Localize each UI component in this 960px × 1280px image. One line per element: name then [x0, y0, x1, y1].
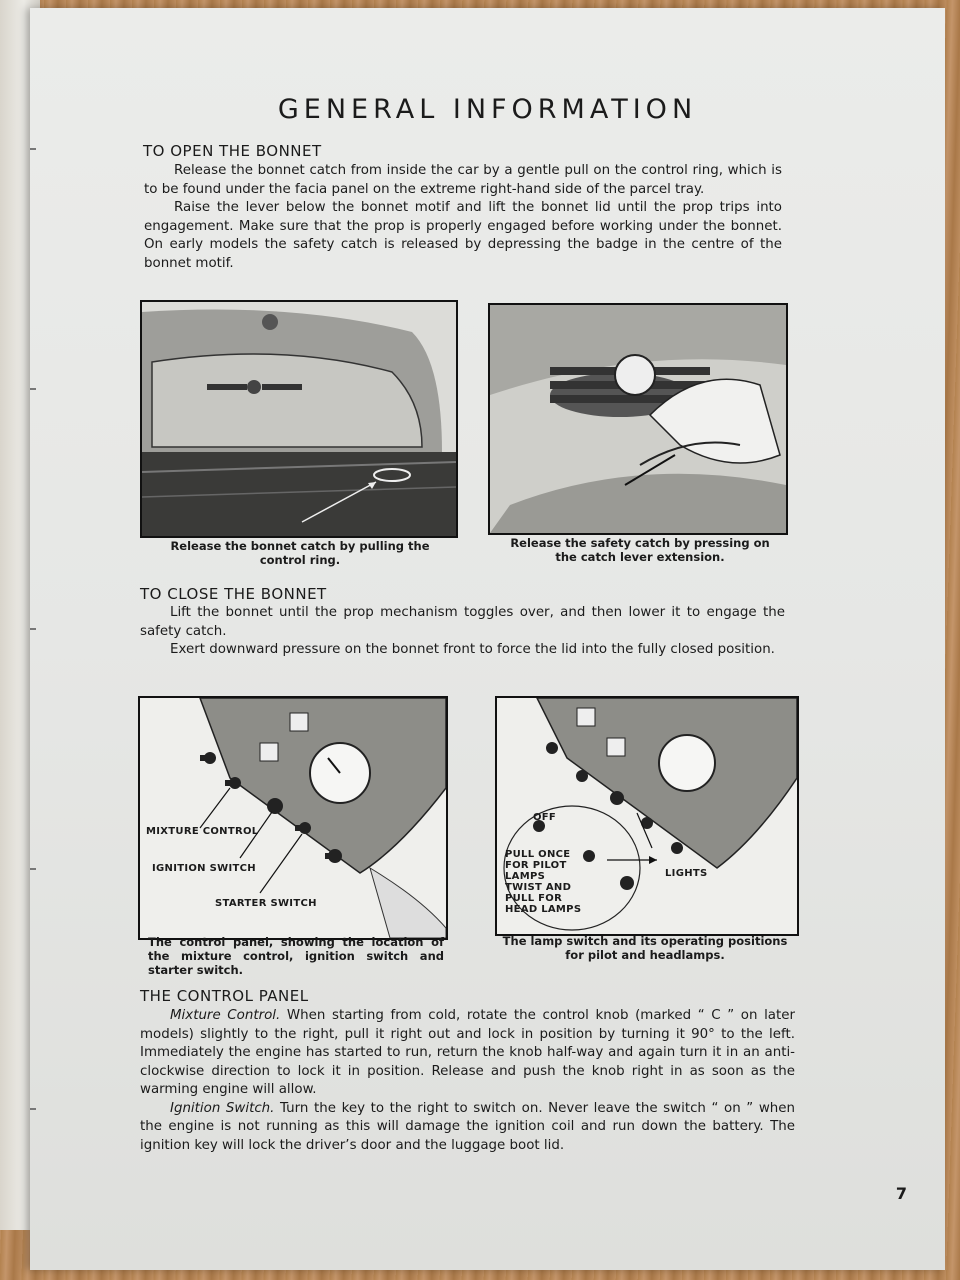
bonnet-catch-illustration	[142, 302, 456, 536]
open-bonnet-paragraph-1: Release the bonnet catch from inside the car by a gentle pull on the control ring, which is to be found under the facia panel on the extreme right-hand side of the parcel tray.	[144, 163, 782, 197]
control-panel-text	[140, 1007, 795, 1155]
ignition-switch-text: Turn the key to the right to switch on. Never leave the switch “ on ” when the engine is not running as this will damage the ignition coil and run down the battery. The ignition key will lock the driver’s door and the luggage boot lid.	[140, 1100, 796, 1153]
mixture-control-paragraph	[140, 1007, 795, 1100]
label-off: OFF	[533, 812, 557, 823]
label-ignition-switch: IGNITION SWITCH	[152, 863, 256, 874]
figure-1-caption: Release the bonnet catch by pulling the control ring.	[170, 539, 430, 567]
close-bonnet-text	[140, 604, 785, 660]
label-twist-and-pull-head: TWIST AND PULL FOR HEAD LAMPS	[505, 882, 582, 915]
binding-stitch	[30, 868, 36, 870]
mixture-control-text: When starting from cold, rotate the control knob (marked “ C ” on later models) slightly to the right, pull it right out and lock in position by turning it 90° to the left. Immediately the engine has started to run, return the knob half-way and again turn it in an anti-clockwise direction to lock it in position. Release and push the knob right in as soon as the warming engine will allow.	[140, 1008, 795, 1097]
label-pull-once-pilot: PULL ONCE FOR PILOT LAMPS	[505, 849, 571, 882]
label-starter-switch: STARTER SWITCH	[215, 898, 317, 909]
figure-control-panel	[138, 696, 448, 940]
ignition-switch-paragraph	[140, 1100, 795, 1156]
binding-stitch	[30, 628, 36, 630]
close-bonnet-paragraph-2: Exert downward pressure on the bonnet front to force the lid into the fully closed position.	[170, 642, 775, 657]
label-mixture-control: MIXTURE CONTROL	[146, 826, 259, 837]
binding-stitch	[30, 148, 36, 150]
page-title: GENERAL INFORMATION	[277, 94, 698, 125]
page-number: 7	[895, 1184, 907, 1203]
close-bonnet-paragraph-1: Lift the bonnet until the prop mechanism toggles over, and then lower it to engage the safety catch.	[140, 605, 785, 639]
open-bonnet-text	[144, 162, 782, 273]
figure-safety-catch	[488, 303, 788, 535]
section-heading-control-panel: THE CONTROL PANEL	[140, 987, 309, 1005]
section-heading-open-bonnet: TO OPEN THE BONNET	[143, 142, 322, 160]
safety-catch-illustration	[490, 305, 786, 533]
open-bonnet-paragraph-2: Raise the lever below the bonnet motif and lift the bonnet lid until the prop trips into engagement. Make sure that the prop is properly engaged before working under the bonnet. On early models the safety catch is released by depressing the badge in the centre of the bonnet motif.	[144, 200, 782, 271]
figure-3-caption: The control panel, showing the location of the mixture control, ignition switch and starter switch.	[148, 935, 444, 977]
figure-2-caption: Release the safety catch by pressing on the catch lever extension.	[510, 536, 770, 564]
binding-stitch	[30, 388, 36, 390]
figure-bonnet-catch-ring	[140, 300, 458, 538]
figure-lamp-switch	[495, 696, 799, 936]
ignition-switch-term: Ignition Switch.	[170, 1100, 275, 1116]
binding-stitch	[30, 1108, 36, 1110]
section-heading-close-bonnet: TO CLOSE THE BONNET	[140, 585, 327, 603]
mixture-control-term: Mixture Control.	[170, 1008, 281, 1023]
label-lights: LIGHTS	[665, 868, 708, 879]
manual-page	[30, 8, 945, 1270]
figure-4-caption: The lamp switch and its operating positions for pilot and headlamps.	[502, 934, 788, 962]
